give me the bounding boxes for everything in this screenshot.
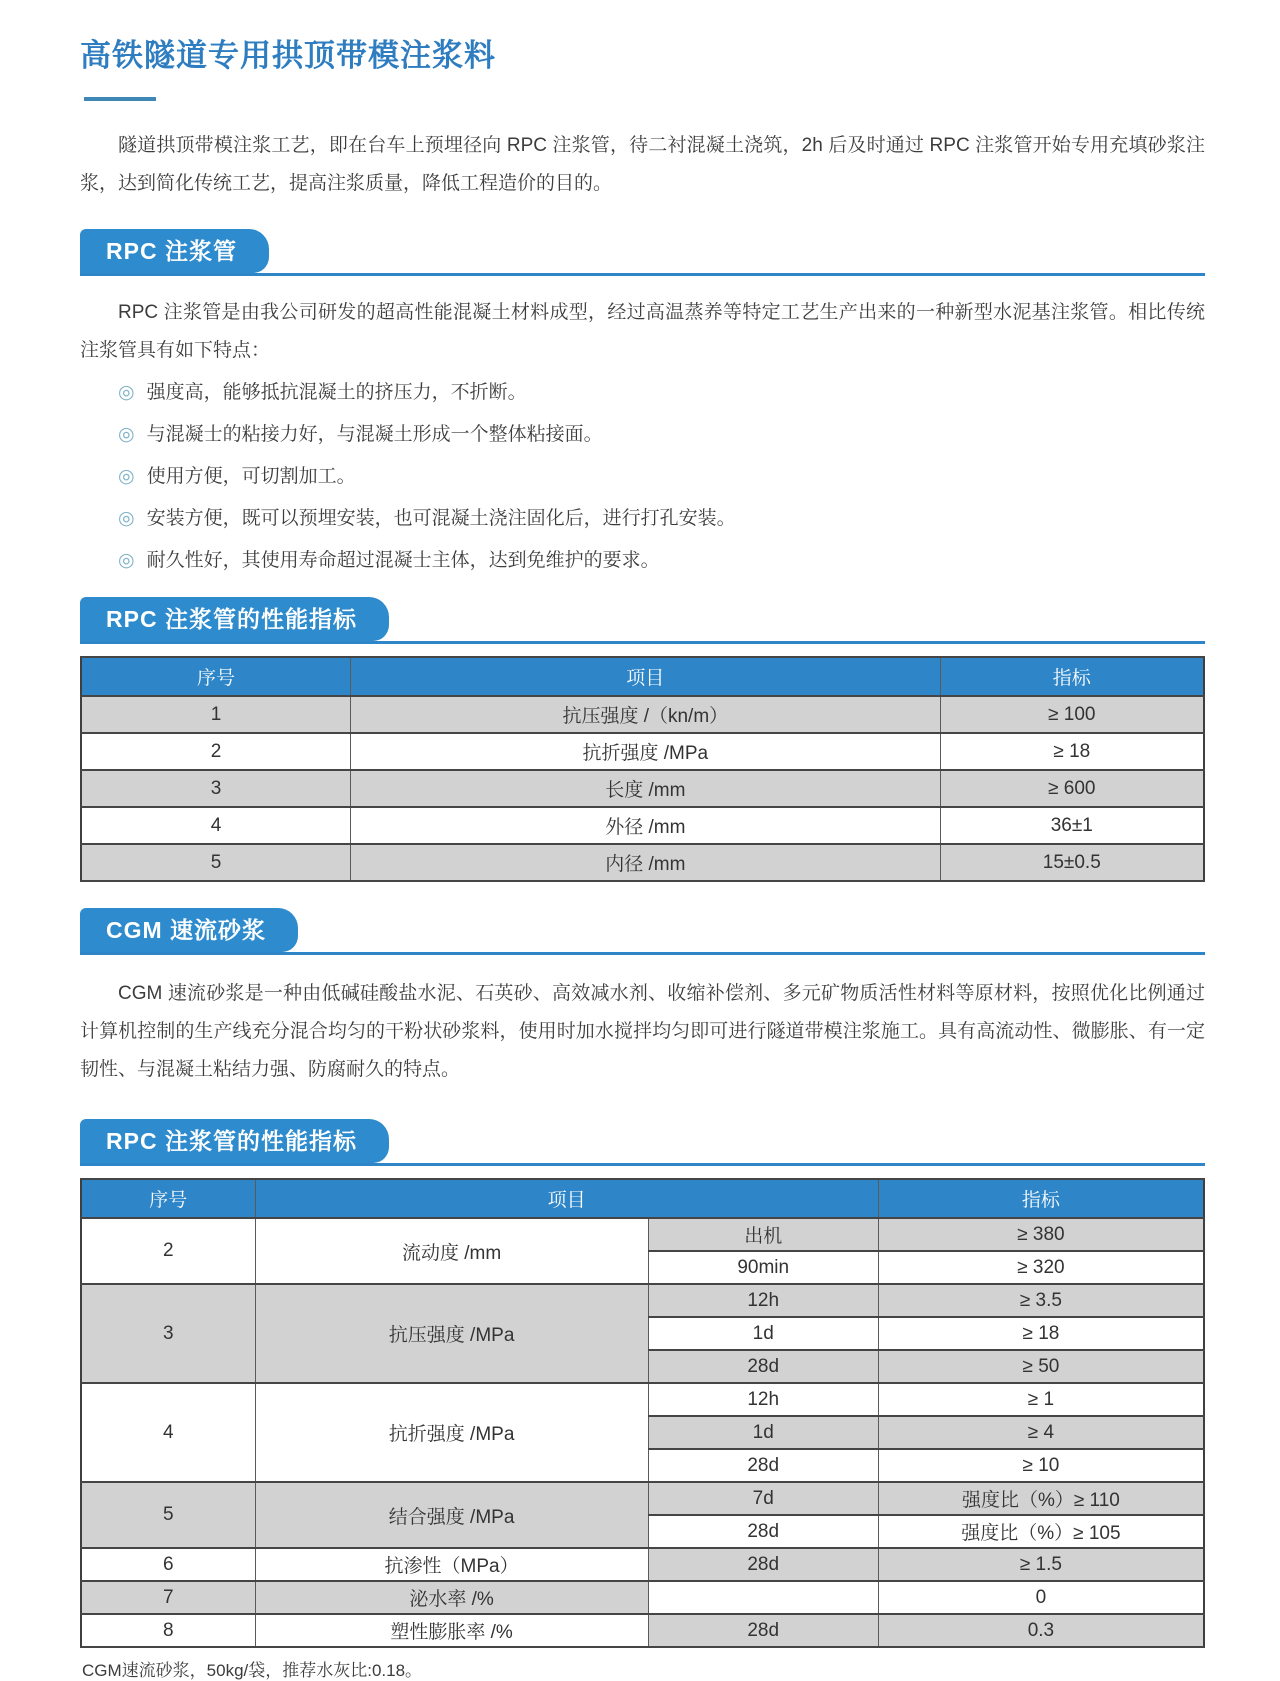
column-header-no: 序号 bbox=[81, 1179, 255, 1218]
cell-condition: 90min bbox=[648, 1251, 878, 1284]
cell-value: 强度比（%）≥ 110 bbox=[878, 1482, 1204, 1515]
cell-value: ≥ 1.5 bbox=[878, 1548, 1204, 1581]
cell-no: 2 bbox=[81, 1218, 255, 1284]
list-item bbox=[118, 464, 1205, 489]
cell-item: 长度 /mm bbox=[351, 770, 941, 807]
cell-item: 泌水率 /% bbox=[255, 1581, 648, 1614]
cell-value: ≥ 18 bbox=[940, 733, 1204, 770]
section-header-cgm bbox=[80, 908, 1205, 955]
bullet-icon: ◎ bbox=[118, 466, 135, 487]
column-header-item: 项目 bbox=[351, 657, 941, 696]
cell-no: 7 bbox=[81, 1581, 255, 1614]
cell-no: 8 bbox=[81, 1614, 255, 1647]
cell-condition: 1d bbox=[648, 1416, 878, 1449]
cell-item: 抗渗性（MPa） bbox=[255, 1548, 648, 1581]
cell-condition: 7d bbox=[648, 1482, 878, 1515]
cell-no: 2 bbox=[81, 733, 351, 770]
list-item bbox=[118, 548, 1205, 573]
table-header-row bbox=[81, 657, 1204, 696]
cell-value: ≥ 1 bbox=[878, 1383, 1204, 1416]
cell-no: 4 bbox=[81, 807, 351, 844]
bullet-icon: ◎ bbox=[118, 508, 135, 529]
cell-condition: 出机 bbox=[648, 1218, 878, 1251]
cell-condition: 1d bbox=[648, 1317, 878, 1350]
cell-no: 3 bbox=[81, 1284, 255, 1383]
bullet-icon: ◎ bbox=[118, 424, 135, 445]
table-row bbox=[81, 1284, 1204, 1317]
section-badge: CGM 速流砂浆 bbox=[80, 908, 298, 952]
bullet-text: 与混凝士的粘接力好，与混凝土形成一个整体粘接面。 bbox=[146, 424, 603, 445]
table-row bbox=[81, 733, 1204, 770]
table-row bbox=[81, 1218, 1204, 1251]
bullet-icon: ◎ bbox=[118, 382, 135, 403]
list-item bbox=[118, 380, 1205, 405]
bullet-text: 耐久性好，其使用寿命超过混凝士主体，达到免维护的要求。 bbox=[146, 550, 660, 571]
cell-item: 外径 /mm bbox=[351, 807, 941, 844]
column-header-value: 指标 bbox=[878, 1179, 1204, 1218]
cell-value: ≥ 4 bbox=[878, 1416, 1204, 1449]
cell-item: 抗折强度 /MPa bbox=[255, 1383, 648, 1482]
intro-paragraph: 隧道拱顶带模注浆工艺，即在台车上预埋径向 RPC 注浆管，待二衬混凝土浇筑，2h 后及时通过 RPC 注浆管开始专用充填砂浆注浆，达到简化传统工艺，提高注浆质量，降低工程造价的目的。 bbox=[80, 135, 1205, 194]
list-item bbox=[118, 506, 1205, 531]
cell-value: ≥ 600 bbox=[940, 770, 1204, 807]
cell-item: 塑性膨胀率 /% bbox=[255, 1614, 648, 1647]
feature-bullet-list bbox=[80, 380, 1205, 573]
cell-condition bbox=[648, 1581, 878, 1614]
table-header-row bbox=[81, 1179, 1204, 1218]
cgm-paragraph: CGM 速流砂浆是一种由低碱硅酸盐水泥、石英砂、高效减水剂、收缩补偿剂、多元矿物质活性材料等原材料，按照优化比例通过计算机控制的生产线充分混合均匀的干粉状砂浆料，使用时加水搅拌均匀即可进行隧道带模注浆施工。具有高流动性、微膨胀、有一定韧性、与混凝土粘结力强、防腐耐久的特点。 bbox=[80, 983, 1205, 1080]
column-header-value: 指标 bbox=[940, 657, 1204, 696]
cell-no: 6 bbox=[81, 1548, 255, 1581]
cell-value: ≥ 100 bbox=[940, 696, 1204, 733]
cell-value: 强度比（%）≥ 105 bbox=[878, 1515, 1204, 1548]
bullet-text: 强度高，能够抵抗混凝土的挤压力，不折断。 bbox=[146, 382, 527, 403]
cell-condition: 28d bbox=[648, 1449, 878, 1482]
document-page bbox=[0, 30, 1280, 1681]
section-badge: RPC 注浆管 bbox=[80, 229, 269, 273]
cell-item: 抗压强度 /（kn/m） bbox=[351, 696, 941, 733]
cell-no: 5 bbox=[81, 844, 351, 881]
cell-no: 3 bbox=[81, 770, 351, 807]
cell-condition: 12h bbox=[648, 1284, 878, 1317]
cell-item: 内径 /mm bbox=[351, 844, 941, 881]
cell-condition: 28d bbox=[648, 1614, 878, 1647]
cell-no: 4 bbox=[81, 1383, 255, 1482]
cell-value: ≥ 18 bbox=[878, 1317, 1204, 1350]
cell-value: 15±0.5 bbox=[940, 844, 1204, 881]
cell-condition: 12h bbox=[648, 1383, 878, 1416]
rpc-pipe-paragraph: RPC 注浆管是由我公司研发的超高性能混凝土材料成型，经过高温蒸养等特定工艺生产出来的一种新型水泥基注浆管。相比传统注浆管具有如下特点： bbox=[80, 302, 1205, 361]
cell-no: 5 bbox=[81, 1482, 255, 1548]
table-row bbox=[81, 807, 1204, 844]
section-badge: RPC 注浆管的性能指标 bbox=[80, 1119, 389, 1163]
list-item bbox=[118, 422, 1205, 447]
cell-value: 0 bbox=[878, 1581, 1204, 1614]
cell-condition: 28d bbox=[648, 1548, 878, 1581]
column-header-item: 项目 bbox=[255, 1179, 878, 1218]
table-row bbox=[81, 1581, 1204, 1614]
cell-condition: 28d bbox=[648, 1350, 878, 1383]
cell-value: 36±1 bbox=[940, 807, 1204, 844]
table-row bbox=[81, 696, 1204, 733]
section-header-cgm-specs bbox=[80, 1119, 1205, 1166]
cell-value: ≥ 3.5 bbox=[878, 1284, 1204, 1317]
cell-item: 抗折强度 /MPa bbox=[351, 733, 941, 770]
bullet-text: 安装方便，既可以预埋安装，也可混凝土浇注固化后，进行打孔安装。 bbox=[146, 508, 736, 529]
cell-value: ≥ 380 bbox=[878, 1218, 1204, 1251]
cell-value: ≥ 320 bbox=[878, 1251, 1204, 1284]
table-row bbox=[81, 1548, 1204, 1581]
table-row bbox=[81, 1614, 1204, 1647]
cell-value: 0.3 bbox=[878, 1614, 1204, 1647]
cell-value: ≥ 50 bbox=[878, 1350, 1204, 1383]
table-row bbox=[81, 770, 1204, 807]
bullet-icon: ◎ bbox=[118, 550, 135, 571]
section-badge: RPC 注浆管的性能指标 bbox=[80, 597, 389, 641]
table-row bbox=[81, 1482, 1204, 1515]
cell-condition: 28d bbox=[648, 1515, 878, 1548]
cell-item: 流动度 /mm bbox=[255, 1218, 648, 1284]
column-header-no: 序号 bbox=[81, 657, 351, 696]
page-title: 高铁隧道专用拱顶带模注浆料 bbox=[80, 38, 496, 73]
bullet-text: 使用方便，可切割加工。 bbox=[146, 466, 356, 487]
cell-value: ≥ 10 bbox=[878, 1449, 1204, 1482]
title-underline bbox=[84, 97, 156, 101]
rpc-pipe-spec-table bbox=[80, 656, 1205, 882]
section-header-rpc-pipe bbox=[80, 229, 1205, 276]
cell-item: 结合强度 /MPa bbox=[255, 1482, 648, 1548]
section-header-rpc-specs bbox=[80, 597, 1205, 644]
cell-item: 抗压强度 /MPa bbox=[255, 1284, 648, 1383]
cgm-mortar-spec-table bbox=[80, 1178, 1205, 1648]
table-row bbox=[81, 844, 1204, 881]
footnote: CGM速流砂浆，50kg/袋，推荐水灰比:0.18。 bbox=[82, 1661, 423, 1680]
cell-no: 1 bbox=[81, 696, 351, 733]
table-row bbox=[81, 1383, 1204, 1416]
